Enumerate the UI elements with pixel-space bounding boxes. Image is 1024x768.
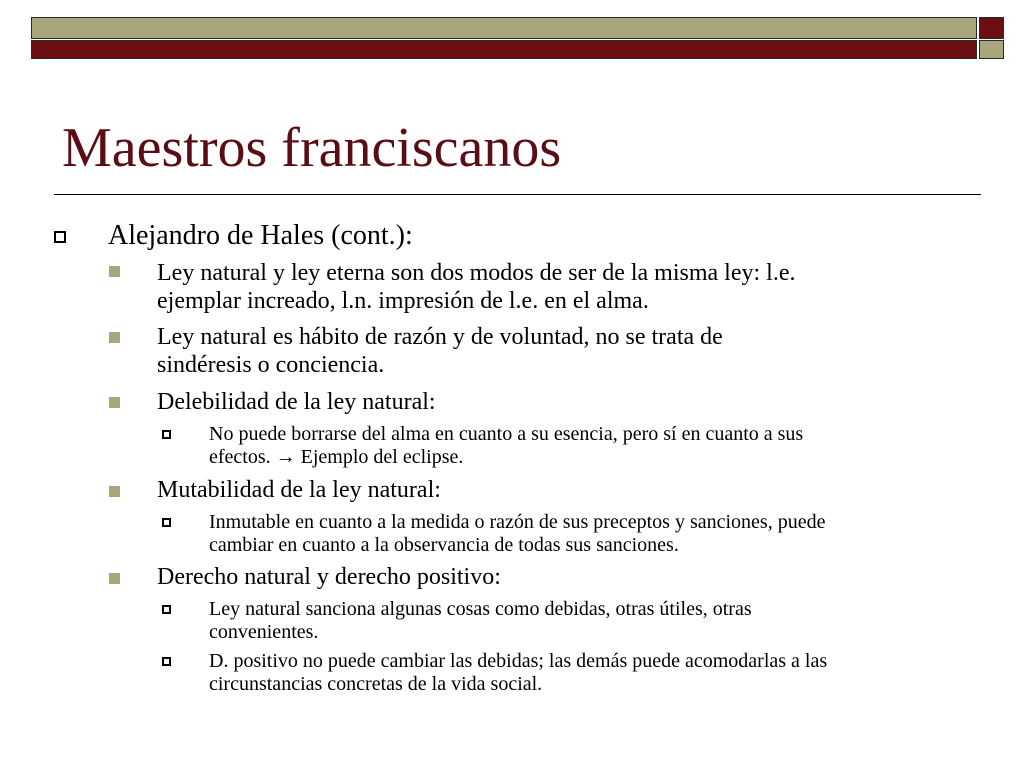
bullet-level3 (209, 598, 969, 644)
header-square-olive (979, 40, 1004, 59)
bullet-line: convenientes. (209, 621, 319, 643)
arrow-right-icon: → (275, 446, 296, 468)
hollow-square-bullet-icon (162, 605, 171, 614)
bullet-line: Ley natural es hábito de razón y de voluntad, no se trata de (157, 324, 723, 350)
filled-square-bullet-icon (109, 573, 120, 584)
hollow-square-bullet-icon (162, 430, 171, 439)
hollow-square-bullet-icon (54, 231, 66, 243)
bullet-line: Ley natural y ley eterna son dos modos de ser de la misma ley: l.e. (157, 260, 796, 286)
bullet-line: sindéresis o conciencia. (157, 352, 385, 378)
filled-square-bullet-icon (109, 397, 120, 408)
filled-square-bullet-icon (109, 266, 120, 277)
slide-title: Maestros franciscanos (62, 117, 562, 179)
title-divider (54, 194, 981, 195)
bullet-line: ejemplar increado, l.n. impresión de l.e. en el alma. (157, 288, 649, 314)
bullet-level3 (209, 423, 969, 469)
bullet-line: cambiar en cuanto a la observancia de todas sus sanciones. (209, 534, 679, 556)
hollow-square-bullet-icon (162, 518, 171, 527)
bullet-line: No puede borrarse del alma en cuanto a su esencia, pero sí en cuanto a sus (209, 423, 804, 445)
bullet-line: Inmutable en cuanto a la medida o razón de sus preceptos y sanciones, puede (209, 511, 826, 533)
bullet-line: circunstancias concretas de la vida social. (209, 673, 543, 695)
bullet-level2: Delebilidad de la ley natural: (157, 389, 436, 415)
bullet-level2: Derecho natural y derecho positivo: (157, 564, 501, 590)
bullet-text: Ejemplo del eclipse. (295, 446, 464, 468)
header-bar-olive (31, 17, 977, 39)
header-bar-maroon (31, 40, 977, 59)
header-square-maroon (979, 17, 1004, 39)
bullet-level2 (157, 259, 967, 315)
bullet-line (209, 446, 969, 469)
bullet-level2 (157, 323, 967, 379)
filled-square-bullet-icon (109, 486, 120, 497)
bullet-text: efectos. (209, 446, 276, 468)
bullet-line: Ley natural sanciona algunas cosas como debidas, otras útiles, otras (209, 598, 752, 620)
bullet-level3 (209, 650, 969, 696)
filled-square-bullet-icon (109, 332, 120, 343)
bullet-level2: Mutabilidad de la ley natural: (157, 477, 441, 503)
bullet-level1: Alejandro de Hales (cont.): (108, 220, 413, 251)
bullet-line: D. positivo no puede cambiar las debidas; las demás puede acomodarlas a las (209, 650, 828, 672)
bullet-level3 (209, 511, 969, 557)
hollow-square-bullet-icon (162, 657, 171, 666)
